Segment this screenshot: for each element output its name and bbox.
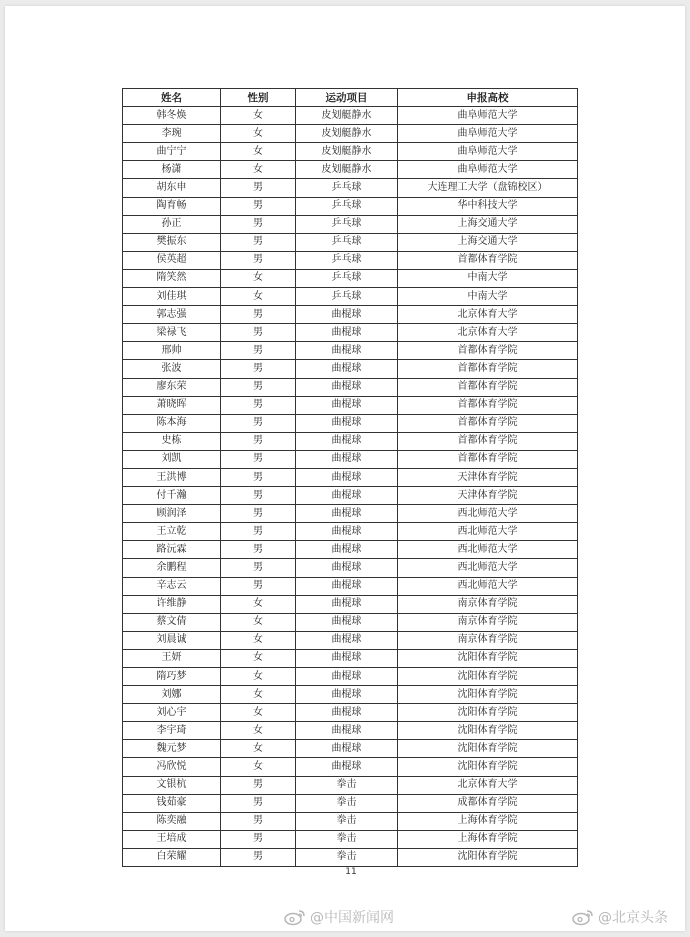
cell-sport: 曲棍球 bbox=[296, 468, 398, 486]
cell-name: 隋巧梦 bbox=[123, 668, 221, 686]
cell-university: 首都体育学院 bbox=[398, 360, 578, 378]
table-row bbox=[123, 577, 578, 595]
cell-gender: 男 bbox=[221, 360, 296, 378]
cell-gender: 男 bbox=[221, 541, 296, 559]
cell-sport: 曲棍球 bbox=[296, 577, 398, 595]
cell-sport: 乒乓球 bbox=[296, 288, 398, 306]
weibo-icon bbox=[572, 908, 594, 926]
cell-university: 西北师范大学 bbox=[398, 559, 578, 577]
cell-sport: 乒乓球 bbox=[296, 233, 398, 251]
cell-university: 中南大学 bbox=[398, 288, 578, 306]
cell-sport: 拳击 bbox=[296, 848, 398, 866]
table-row bbox=[123, 740, 578, 758]
table-row bbox=[123, 179, 578, 197]
cell-gender: 男 bbox=[221, 794, 296, 812]
cell-sport: 曲棍球 bbox=[296, 450, 398, 468]
table-row bbox=[123, 776, 578, 794]
cell-name: 郭志强 bbox=[123, 306, 221, 324]
table-row bbox=[123, 686, 578, 704]
watermark-text: @北京头条 bbox=[598, 910, 668, 926]
cell-sport: 曲棍球 bbox=[296, 342, 398, 360]
cell-name: 魏元梦 bbox=[123, 740, 221, 758]
cell-university: 首都体育学院 bbox=[398, 342, 578, 360]
cell-name: 顾润泽 bbox=[123, 505, 221, 523]
cell-university: 西北师范大学 bbox=[398, 541, 578, 559]
cell-university: 沈阳体育学院 bbox=[398, 758, 578, 776]
cell-sport: 乒乓球 bbox=[296, 251, 398, 269]
cell-sport: 乒乓球 bbox=[296, 179, 398, 197]
table-row bbox=[123, 233, 578, 251]
cell-gender: 男 bbox=[221, 197, 296, 215]
table-row bbox=[123, 722, 578, 740]
cell-sport: 曲棍球 bbox=[296, 631, 398, 649]
cell-name: 梁禄飞 bbox=[123, 324, 221, 342]
cell-sport: 曲棍球 bbox=[296, 523, 398, 541]
table-row bbox=[123, 848, 578, 866]
cell-university: 曲阜师范大学 bbox=[398, 107, 578, 125]
cell-sport: 曲棍球 bbox=[296, 758, 398, 776]
weibo-icon bbox=[284, 908, 306, 926]
cell-sport: 曲棍球 bbox=[296, 686, 398, 704]
table-row bbox=[123, 487, 578, 505]
header-gender: 性别 bbox=[221, 89, 296, 107]
cell-gender: 男 bbox=[221, 468, 296, 486]
cell-university: 南京体育学院 bbox=[398, 595, 578, 613]
cell-university: 首都体育学院 bbox=[398, 414, 578, 432]
table-row bbox=[123, 595, 578, 613]
table-row bbox=[123, 269, 578, 287]
table-row bbox=[123, 559, 578, 577]
cell-name: 路沅霖 bbox=[123, 541, 221, 559]
cell-gender: 女 bbox=[221, 740, 296, 758]
cell-sport: 皮划艇静水 bbox=[296, 161, 398, 179]
table-row bbox=[123, 396, 578, 414]
cell-name: 陶育畅 bbox=[123, 197, 221, 215]
cell-gender: 女 bbox=[221, 107, 296, 125]
cell-gender: 男 bbox=[221, 559, 296, 577]
cell-university: 大连理工大学（盘锦校区） bbox=[398, 179, 578, 197]
cell-gender: 男 bbox=[221, 342, 296, 360]
cell-gender: 女 bbox=[221, 704, 296, 722]
cell-sport: 曲棍球 bbox=[296, 595, 398, 613]
cell-gender: 男 bbox=[221, 414, 296, 432]
table-row bbox=[123, 505, 578, 523]
table-row bbox=[123, 613, 578, 631]
cell-university: 华中科技大学 bbox=[398, 197, 578, 215]
cell-name: 孙正 bbox=[123, 215, 221, 233]
cell-name: 王培成 bbox=[123, 830, 221, 848]
cell-gender: 男 bbox=[221, 776, 296, 794]
cell-university: 曲阜师范大学 bbox=[398, 161, 578, 179]
cell-sport: 曲棍球 bbox=[296, 306, 398, 324]
cell-university: 北京体育大学 bbox=[398, 306, 578, 324]
cell-university: 南京体育学院 bbox=[398, 613, 578, 631]
cell-sport: 皮划艇静水 bbox=[296, 143, 398, 161]
cell-sport: 拳击 bbox=[296, 830, 398, 848]
cell-university: 沈阳体育学院 bbox=[398, 668, 578, 686]
table-row bbox=[123, 523, 578, 541]
cell-name: 付千瀚 bbox=[123, 487, 221, 505]
cell-gender: 女 bbox=[221, 161, 296, 179]
cell-gender: 女 bbox=[221, 613, 296, 631]
cell-name: 王立乾 bbox=[123, 523, 221, 541]
cell-name: 邢帅 bbox=[123, 342, 221, 360]
cell-university: 首都体育学院 bbox=[398, 450, 578, 468]
cell-name: 张波 bbox=[123, 360, 221, 378]
cell-gender: 男 bbox=[221, 378, 296, 396]
cell-sport: 曲棍球 bbox=[296, 414, 398, 432]
cell-university: 上海体育学院 bbox=[398, 830, 578, 848]
cell-name: 蔡文倩 bbox=[123, 613, 221, 631]
cell-name: 王妍 bbox=[123, 649, 221, 667]
table-row bbox=[123, 668, 578, 686]
cell-name: 隋笑然 bbox=[123, 269, 221, 287]
cell-sport: 曲棍球 bbox=[296, 396, 398, 414]
cell-name: 李琬 bbox=[123, 125, 221, 143]
table-body bbox=[123, 107, 578, 867]
table-row bbox=[123, 197, 578, 215]
table-row bbox=[123, 378, 578, 396]
cell-name: 韩冬焕 bbox=[123, 107, 221, 125]
cell-university: 西北师范大学 bbox=[398, 523, 578, 541]
cell-sport: 曲棍球 bbox=[296, 649, 398, 667]
cell-sport: 乒乓球 bbox=[296, 197, 398, 215]
cell-university: 西北师范大学 bbox=[398, 505, 578, 523]
cell-gender: 男 bbox=[221, 812, 296, 830]
cell-name: 文银杭 bbox=[123, 776, 221, 794]
cell-gender: 男 bbox=[221, 215, 296, 233]
cell-university: 沈阳体育学院 bbox=[398, 848, 578, 866]
table-row bbox=[123, 251, 578, 269]
cell-gender: 男 bbox=[221, 432, 296, 450]
document-page bbox=[5, 6, 685, 931]
cell-university: 上海体育学院 bbox=[398, 812, 578, 830]
cell-university: 首都体育学院 bbox=[398, 432, 578, 450]
cell-name: 余鹏程 bbox=[123, 559, 221, 577]
table-row bbox=[123, 758, 578, 776]
cell-sport: 曲棍球 bbox=[296, 378, 398, 396]
cell-university: 中南大学 bbox=[398, 269, 578, 287]
cell-name: 冯欣悦 bbox=[123, 758, 221, 776]
cell-gender: 女 bbox=[221, 269, 296, 287]
table-row bbox=[123, 468, 578, 486]
cell-name: 史栋 bbox=[123, 432, 221, 450]
header-name: 姓名 bbox=[123, 89, 221, 107]
cell-gender: 男 bbox=[221, 505, 296, 523]
cell-sport: 曲棍球 bbox=[296, 432, 398, 450]
cell-sport: 拳击 bbox=[296, 812, 398, 830]
cell-university: 沈阳体育学院 bbox=[398, 649, 578, 667]
cell-gender: 男 bbox=[221, 396, 296, 414]
cell-sport: 皮划艇静水 bbox=[296, 107, 398, 125]
cell-university: 首都体育学院 bbox=[398, 251, 578, 269]
cell-university: 北京体育大学 bbox=[398, 776, 578, 794]
cell-name: 辛志云 bbox=[123, 577, 221, 595]
cell-gender: 男 bbox=[221, 848, 296, 866]
cell-name: 许维静 bbox=[123, 595, 221, 613]
cell-name: 廖东荣 bbox=[123, 378, 221, 396]
cell-university: 南京体育学院 bbox=[398, 631, 578, 649]
cell-university: 首都体育学院 bbox=[398, 396, 578, 414]
table-row bbox=[123, 342, 578, 360]
cell-university: 首都体育学院 bbox=[398, 378, 578, 396]
cell-gender: 女 bbox=[221, 649, 296, 667]
cell-name: 萧晓晖 bbox=[123, 396, 221, 414]
cell-name: 樊振东 bbox=[123, 233, 221, 251]
table-row bbox=[123, 324, 578, 342]
watermark-beijing-toutiao bbox=[572, 906, 668, 928]
cell-sport: 曲棍球 bbox=[296, 740, 398, 758]
cell-gender: 男 bbox=[221, 577, 296, 595]
cell-name: 曲宁宁 bbox=[123, 143, 221, 161]
table-row bbox=[123, 812, 578, 830]
cell-gender: 男 bbox=[221, 487, 296, 505]
table-row bbox=[123, 143, 578, 161]
watermark-text: @中国新闻网 bbox=[310, 910, 394, 926]
cell-gender: 男 bbox=[221, 324, 296, 342]
table-row bbox=[123, 107, 578, 125]
cell-sport: 曲棍球 bbox=[296, 559, 398, 577]
table-row bbox=[123, 541, 578, 559]
cell-sport: 曲棍球 bbox=[296, 722, 398, 740]
cell-university: 北京体育大学 bbox=[398, 324, 578, 342]
cell-university: 沈阳体育学院 bbox=[398, 740, 578, 758]
cell-gender: 女 bbox=[221, 288, 296, 306]
cell-sport: 乒乓球 bbox=[296, 215, 398, 233]
cell-university: 沈阳体育学院 bbox=[398, 722, 578, 740]
table-row bbox=[123, 125, 578, 143]
cell-gender: 女 bbox=[221, 631, 296, 649]
cell-name: 陈奕融 bbox=[123, 812, 221, 830]
cell-gender: 女 bbox=[221, 668, 296, 686]
cell-gender: 女 bbox=[221, 595, 296, 613]
table-row bbox=[123, 450, 578, 468]
cell-university: 成都体育学院 bbox=[398, 794, 578, 812]
cell-gender: 男 bbox=[221, 179, 296, 197]
cell-gender: 男 bbox=[221, 523, 296, 541]
cell-name: 白荣耀 bbox=[123, 848, 221, 866]
table-header-row bbox=[123, 89, 578, 107]
table-row bbox=[123, 631, 578, 649]
cell-name: 陈本海 bbox=[123, 414, 221, 432]
table-row bbox=[123, 360, 578, 378]
cell-gender: 男 bbox=[221, 306, 296, 324]
cell-sport: 曲棍球 bbox=[296, 360, 398, 378]
cell-sport: 曲棍球 bbox=[296, 704, 398, 722]
cell-sport: 曲棍球 bbox=[296, 613, 398, 631]
table-row bbox=[123, 704, 578, 722]
cell-sport: 曲棍球 bbox=[296, 324, 398, 342]
header-sport: 运动项目 bbox=[296, 89, 398, 107]
table-row bbox=[123, 161, 578, 179]
cell-sport: 拳击 bbox=[296, 776, 398, 794]
cell-university: 上海交通大学 bbox=[398, 215, 578, 233]
cell-sport: 曲棍球 bbox=[296, 541, 398, 559]
cell-gender: 男 bbox=[221, 251, 296, 269]
watermark-chinanews bbox=[284, 906, 394, 928]
cell-university: 沈阳体育学院 bbox=[398, 686, 578, 704]
cell-name: 杨潇 bbox=[123, 161, 221, 179]
table-row bbox=[123, 288, 578, 306]
cell-sport: 曲棍球 bbox=[296, 668, 398, 686]
table-row bbox=[123, 215, 578, 233]
cell-name: 刘晨诚 bbox=[123, 631, 221, 649]
page-number: 11 bbox=[345, 867, 357, 877]
header-university: 申报高校 bbox=[398, 89, 578, 107]
cell-university: 上海交通大学 bbox=[398, 233, 578, 251]
cell-university: 曲阜师范大学 bbox=[398, 125, 578, 143]
table-row bbox=[123, 432, 578, 450]
cell-university: 曲阜师范大学 bbox=[398, 143, 578, 161]
cell-name: 刘娜 bbox=[123, 686, 221, 704]
cell-gender: 女 bbox=[221, 143, 296, 161]
cell-gender: 女 bbox=[221, 686, 296, 704]
cell-gender: 男 bbox=[221, 450, 296, 468]
table-row bbox=[123, 794, 578, 812]
cell-university: 天津体育学院 bbox=[398, 468, 578, 486]
cell-university: 沈阳体育学院 bbox=[398, 704, 578, 722]
cell-sport: 曲棍球 bbox=[296, 505, 398, 523]
cell-gender: 男 bbox=[221, 233, 296, 251]
cell-name: 胡东申 bbox=[123, 179, 221, 197]
cell-gender: 男 bbox=[221, 830, 296, 848]
cell-gender: 女 bbox=[221, 758, 296, 776]
cell-sport: 皮划艇静水 bbox=[296, 125, 398, 143]
cell-name: 侯英超 bbox=[123, 251, 221, 269]
table-row bbox=[123, 830, 578, 848]
cell-sport: 曲棍球 bbox=[296, 487, 398, 505]
cell-sport: 乒乓球 bbox=[296, 269, 398, 287]
cell-university: 西北师范大学 bbox=[398, 577, 578, 595]
athlete-table bbox=[122, 88, 578, 867]
cell-name: 刘心宇 bbox=[123, 704, 221, 722]
table-row bbox=[123, 414, 578, 432]
cell-university: 天津体育学院 bbox=[398, 487, 578, 505]
table-row bbox=[123, 306, 578, 324]
cell-name: 刘凯 bbox=[123, 450, 221, 468]
cell-gender: 女 bbox=[221, 125, 296, 143]
table-row bbox=[123, 649, 578, 667]
cell-name: 刘佳琪 bbox=[123, 288, 221, 306]
cell-name: 王洪博 bbox=[123, 468, 221, 486]
cell-name: 李宇琦 bbox=[123, 722, 221, 740]
cell-gender: 女 bbox=[221, 722, 296, 740]
cell-name: 钱茹豪 bbox=[123, 794, 221, 812]
cell-sport: 拳击 bbox=[296, 794, 398, 812]
